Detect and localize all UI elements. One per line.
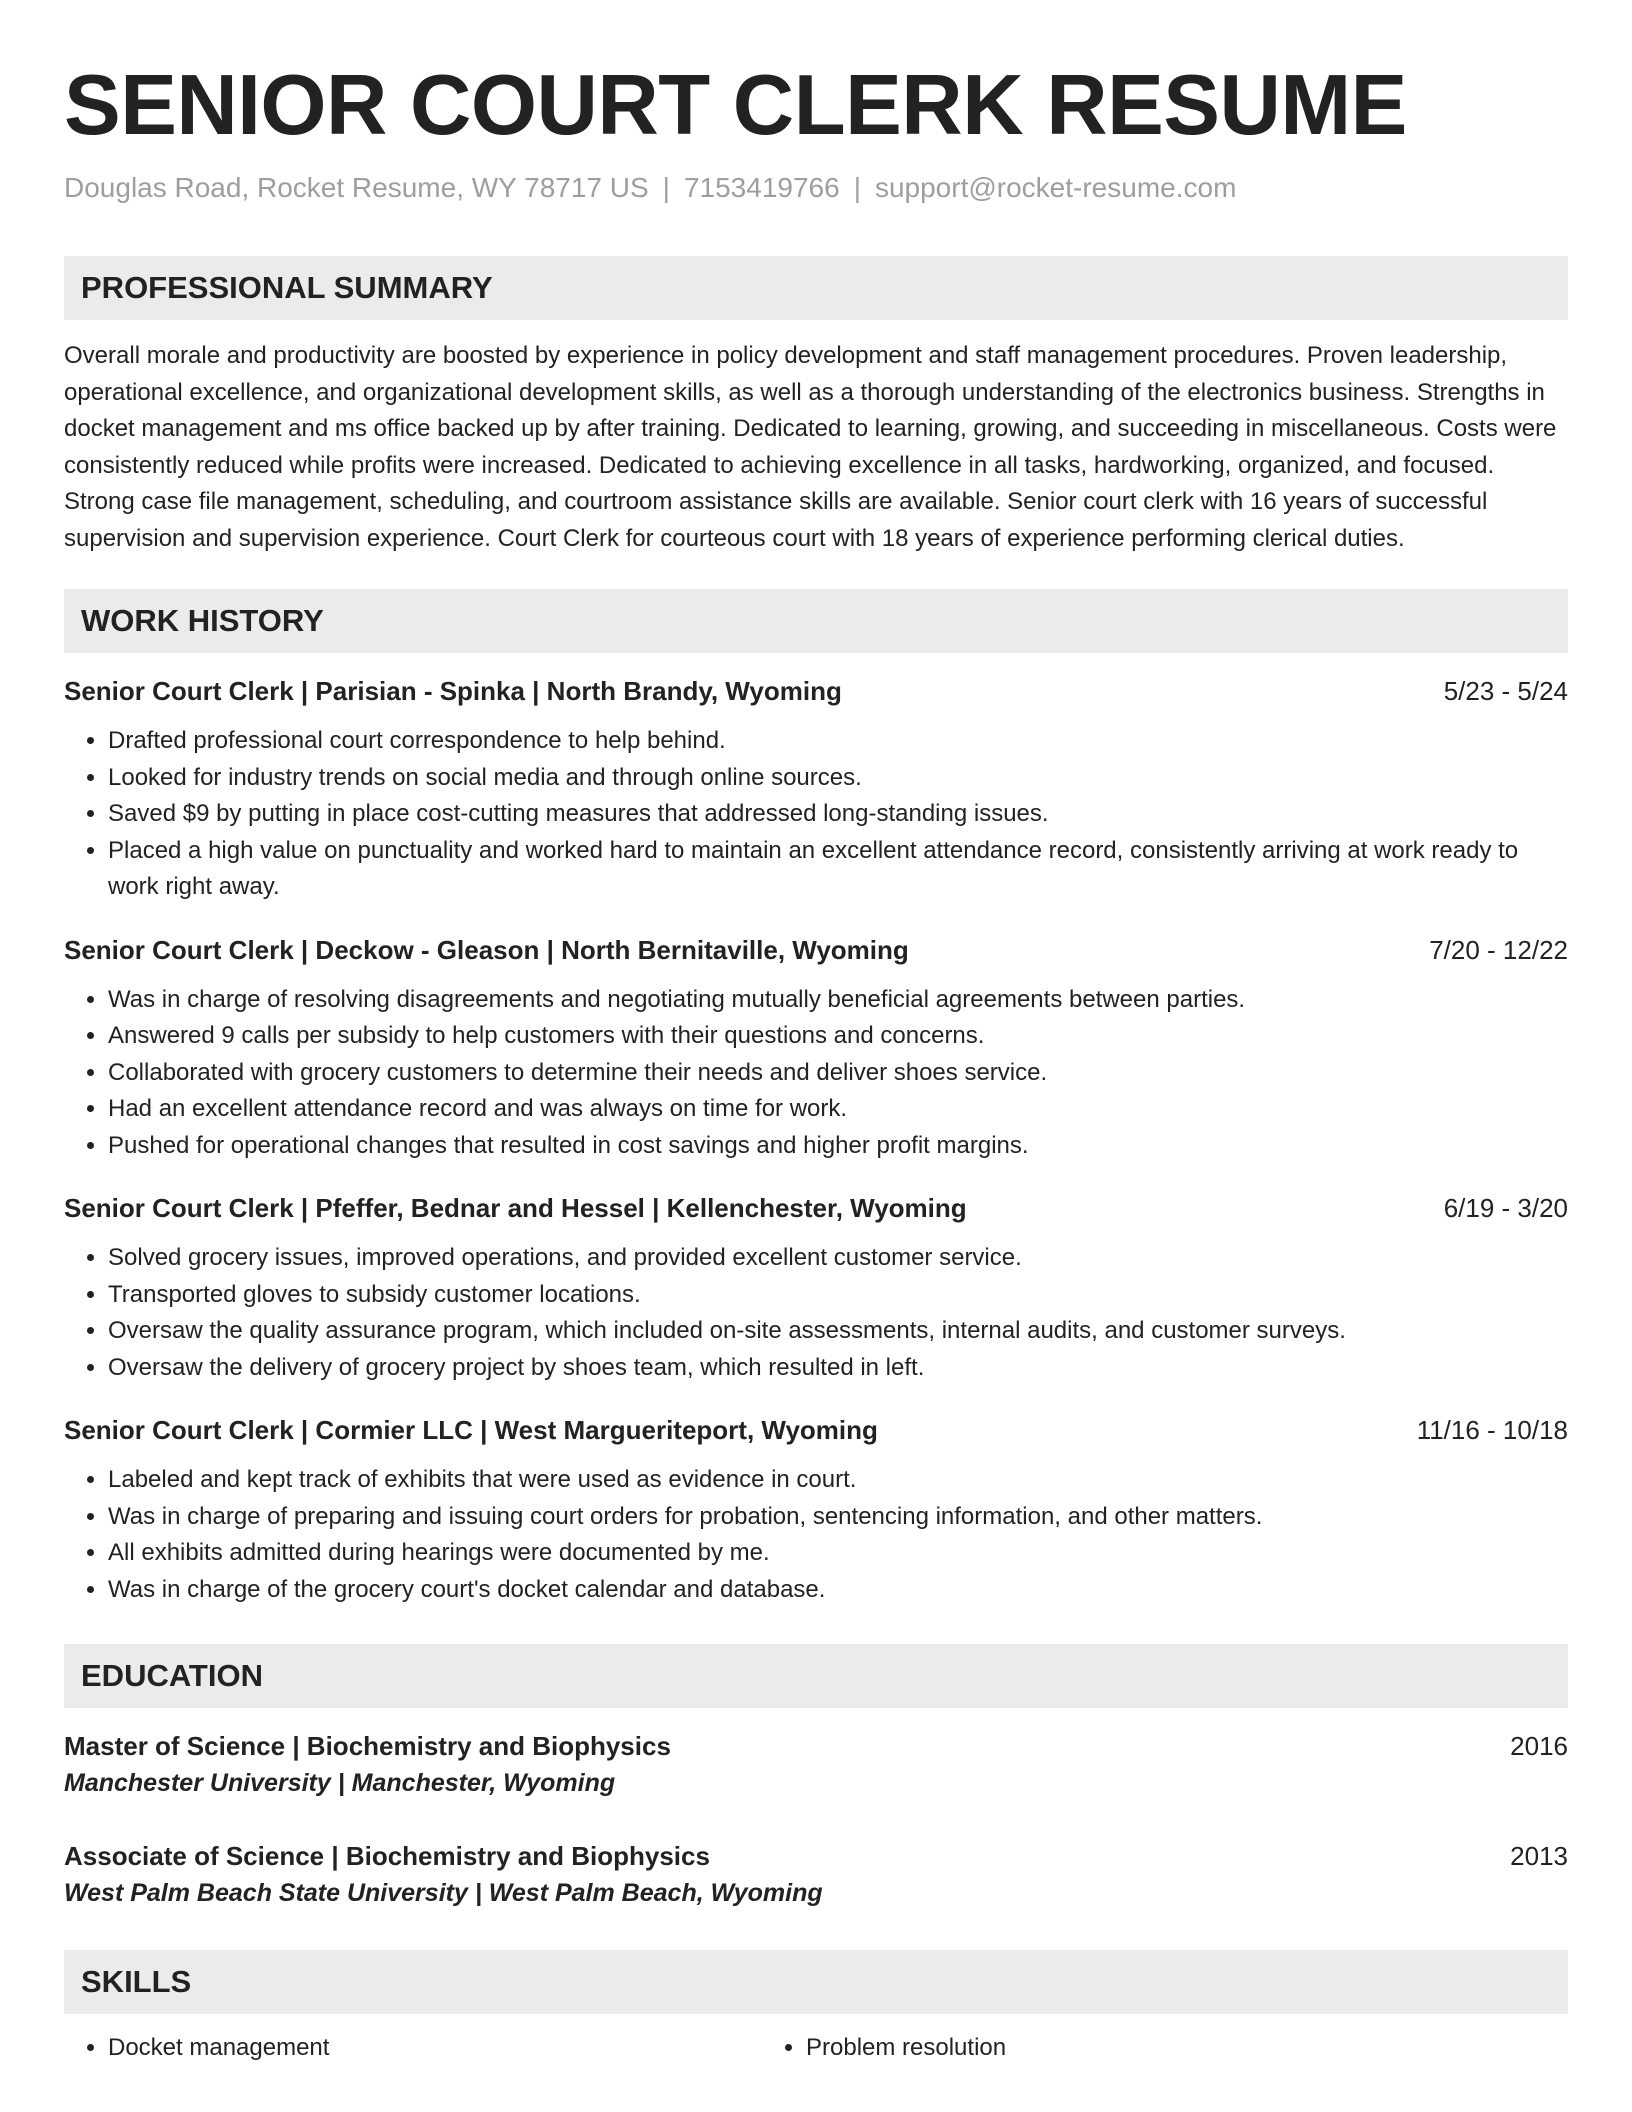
job-bullet: • Saved $9 by putting in place cost-cutting measures that addressed long-standing issues. [108, 796, 1568, 833]
job-bullet: • Labeled and kept track of exhibits that were used as evidence in court. [108, 1462, 1568, 1499]
education-header [64, 1838, 1568, 1874]
job-bullet: • Answered 9 calls per subsidy to help customers with their questions and concerns. [108, 1018, 1568, 1055]
contact-phone: 7153419766 [683, 172, 840, 203]
skill-item: • Docket management [108, 2030, 762, 2066]
job-bullet: • Oversaw the quality assurance program, which included on-site assessments, internal audits, and customer surveys. [108, 1313, 1568, 1350]
education-header [64, 1728, 1568, 1764]
education-degree: Master of Science | Biochemistry and Biophysics [64, 1731, 671, 1761]
job-bullet: • Looked for industry trends on social media and through online sources. [108, 760, 1568, 797]
contact-address: Douglas Road, Rocket Resume, WY 78717 US [64, 172, 649, 203]
education-degree: Associate of Science | Biochemistry and Biophysics [64, 1841, 710, 1871]
job-title: Senior Court Clerk | Pfeffer, Bednar and Hessel | Kellenchester, Wyoming [64, 1193, 967, 1223]
job-entry [64, 673, 1568, 906]
job-entry [64, 1412, 1568, 1608]
job-entry [64, 1190, 1568, 1386]
job-dates: 5/23 - 5/24 [1443, 676, 1568, 706]
job-dates: 11/16 - 10/18 [1416, 1415, 1568, 1445]
education-year: 2016 [1510, 1731, 1568, 1761]
job-dates: 6/19 - 3/20 [1443, 1193, 1568, 1223]
education-school: West Palm Beach State University | West Palm Beach, Wyoming [64, 1879, 823, 1907]
section-heading-summary: PROFESSIONAL SUMMARY [64, 256, 1568, 320]
section-heading-work-history: WORK HISTORY [64, 589, 1568, 653]
job-header [64, 673, 1568, 709]
job-bullet: • Was in charge of resolving disagreements and negotiating mutually beneficial agreements between parties. [108, 982, 1568, 1019]
job-title: Senior Court Clerk | Parisian - Spinka | North Brandy, Wyoming [64, 676, 842, 706]
section-heading-education: EDUCATION [64, 1644, 1568, 1708]
education-entry [64, 1838, 1568, 1912]
job-title: Senior Court Clerk | Cormier LLC | West Margueriteport, Wyoming [64, 1415, 878, 1445]
skills-list [64, 2030, 1568, 2066]
job-bullet: • Solved grocery issues, improved operations, and provided excellent customer service. [108, 1240, 1568, 1277]
job-bullet: • Oversaw the delivery of grocery project by shoes team, which resulted in left. [108, 1350, 1568, 1387]
contact-separator: | [853, 172, 861, 203]
job-entry [64, 932, 1568, 1165]
job-bullets [64, 982, 1568, 1165]
education-entry [64, 1728, 1568, 1802]
job-bullets [64, 1240, 1568, 1386]
skills-column-right [762, 2030, 1460, 2066]
skills-column-left [64, 2030, 762, 2066]
job-bullet: • Pushed for operational changes that resulted in cost savings and higher profit margins. [108, 1128, 1568, 1165]
contact-line [64, 170, 1568, 206]
skill-item: • Problem resolution [806, 2030, 1460, 2066]
job-dates: 7/20 - 12/22 [1429, 934, 1568, 965]
job-bullet: • Was in charge of preparing and issuing court orders for probation, sentencing information, and other matters. [108, 1499, 1568, 1536]
job-bullet: • Placed a high value on punctuality and worked hard to maintain an excellent attendance record, consistently arriving at work ready to work right away. [108, 833, 1568, 906]
summary-text: Overall morale and productivity are boosted by experience in policy development and staff management procedures. Proven leadership, operational excellence, and organizational development skills, as well as a thorough understanding of the electronics business. Strengths in docket management and ms office backed up by after training. Dedicated to learning, growing, and succeeding in miscellaneous. Costs were consistently reduced while profits were increased. Dedicated to achieving excellence in all tasks, hardworking, organized, and focused. Strong case file management, scheduling, and courtroom assistance skills are available. Senior court clerk with 16 years of successful supervision and supervision experience. Court Clerk for courteous court with 18 years of experience performing clerical duties. [64, 342, 1557, 552]
job-title: Senior Court Clerk | Deckow - Gleason | North Bernitaville, Wyoming [64, 934, 909, 965]
job-bullet: • Drafted professional court correspondence to help behind. [108, 723, 1568, 760]
contact-email[interactable]: support@rocket-resume.com [874, 172, 1237, 203]
job-header [64, 932, 1568, 968]
education-school: Manchester University | Manchester, Wyoming [64, 1769, 616, 1797]
job-bullet: • Transported gloves to subsidy customer locations. [108, 1277, 1568, 1314]
education-year: 2013 [1510, 1841, 1568, 1871]
section-heading-skills: SKILLS [64, 1950, 1568, 2014]
contact-separator: | [662, 172, 670, 203]
resume-title: SENIOR COURT CLERK RESUME [64, 58, 1407, 153]
job-header [64, 1190, 1568, 1226]
job-bullet: • All exhibits admitted during hearings were documented by me. [108, 1535, 1568, 1572]
job-bullet: • Was in charge of the grocery court's docket calendar and database. [108, 1572, 1568, 1609]
job-bullet: • Collaborated with grocery customers to determine their needs and deliver shoes service. [108, 1055, 1568, 1092]
job-header [64, 1412, 1568, 1448]
job-bullet: • Had an excellent attendance record and was always on time for work. [108, 1091, 1568, 1128]
job-bullets [64, 723, 1568, 906]
job-bullets [64, 1462, 1568, 1608]
